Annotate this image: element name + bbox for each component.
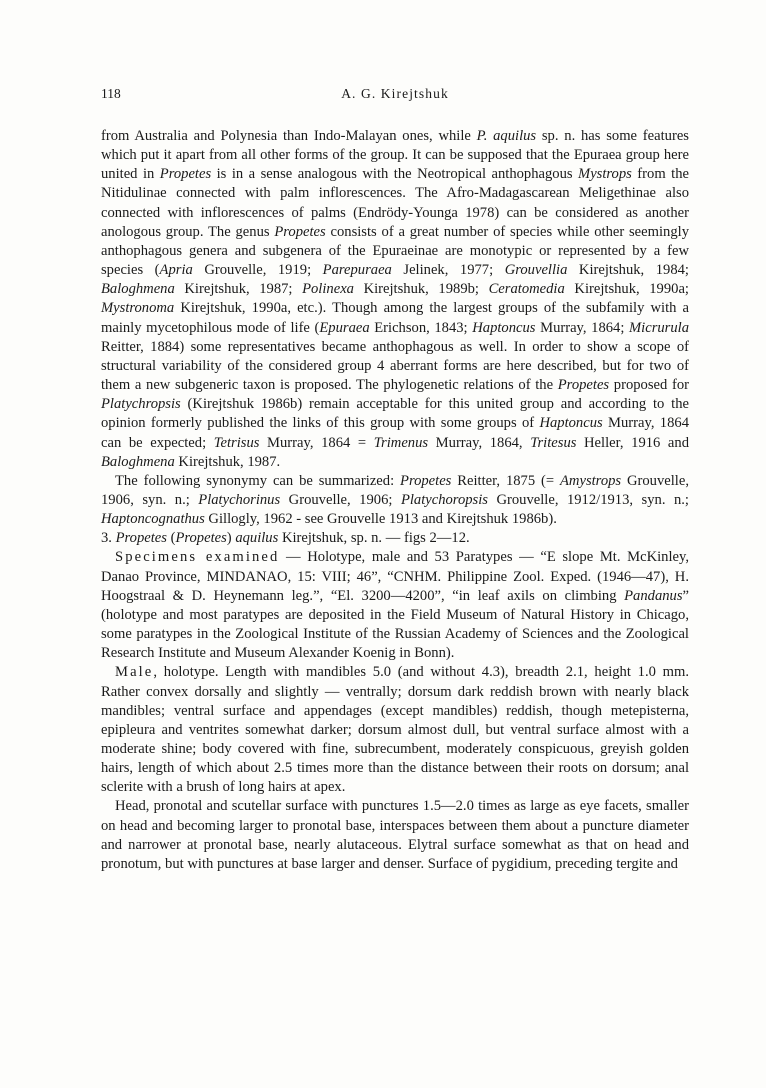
body-paragraph (101, 663, 689, 797)
taxon-name: Mystrops (578, 166, 632, 183)
text-run: proposed for (609, 377, 689, 394)
text-run: Kirejtshuk, 1990a, etc.). Though among the largest groups of the subfamily with a mainly mycetophilous mode of life ( (101, 300, 689, 336)
taxon-name: Platychoropsis (400, 491, 488, 508)
text-run: Murray, 1864, (428, 434, 531, 451)
text-run: , holotype. Length with mandibles 5.0 (and without 4.3), breadth 2.1, height 1.0 mm. Rather convex dorsally and slightly — ventrally; dorsum dark reddish brown with nearly black mandibles; ventral surface and appendages (except mandibles) reddish, though metepisterna, epipleura and ventrites somewhat darker; dorsum almost dull, but ventral surface almost with a moderate shine; body covered with fine, subrecumbent, moderately conspicuous, greyish golden hairs, length of which about 2.5 times more than the distance between their roots on dorsum; anal sclerite with a brush of long hairs at apex. (101, 664, 689, 796)
text-run: Murray, 1864; (535, 319, 630, 336)
text-run: Murray, 1864 = (259, 434, 374, 451)
text-run: Kirejtshuk, 1989b; (353, 281, 489, 298)
body-paragraph (101, 548, 689, 663)
text-run: from Australia and Polynesia than Indo-Malayan ones, while (101, 128, 477, 144)
taxon-name: Haptoncus (539, 415, 603, 432)
taxon-name: Haptoncus (472, 319, 536, 336)
taxon-name: Propetes (274, 223, 326, 240)
taxon-name: Apria (159, 262, 193, 279)
text-run: — Holotype, male and 53 Paratypes — “E slope Mt. McKinley, Danao Province, MINDANAO, 15: VIII; 46”, “CNHM. Philippine Zool. Exped. (1946—47), H. Hoogstraal & D. Heynemann leg.”, “El. 3200—4200”, “in leaf axils on climbing (101, 549, 689, 604)
taxon-name: Platychropsis (101, 396, 181, 413)
text-run: 3. (101, 530, 116, 547)
taxon-name: Baloghmena (101, 453, 175, 470)
taxon-name: Propetes (557, 377, 610, 394)
text-run: The following synonymy can be summarized: (115, 472, 401, 489)
taxon-name: Tetrisus (213, 434, 260, 451)
text-run: Reitter, 1884) some representatives became anthophagous as well. In order to show a scope of structural variability of the considered group 4 aberrant forms are here described, but for two of them a new subgeneric taxon is proposed. The phylogenetic relations of the (101, 338, 689, 394)
text-run: Kirejtshuk, 1987. (174, 453, 281, 470)
taxon-name: Propetes (159, 166, 212, 183)
taxon-name: Propetes (175, 530, 227, 547)
body-paragraph (101, 797, 689, 874)
page-header (101, 86, 689, 108)
taxon-name: Micrurula (629, 319, 690, 336)
section-lead: Male (115, 664, 154, 681)
taxon-name: Propetes (400, 472, 452, 489)
text-run: Kirejtshuk, 1990a; (564, 281, 689, 298)
page-number: 118 (101, 86, 121, 101)
text-run: sp. n. has some features which put it apart from all other forms of the group. It can be supposed that the Epuraea group here united in (101, 128, 689, 183)
taxon-name: Polinexa (302, 281, 354, 298)
taxon-name: Ceratomedia (488, 281, 565, 298)
text-run: ” (holotype and most paratypes are deposited in the Field Museum of Natural History in Chicago, some paratypes in the Zoological Institute of the Russian Academy of Sciences and the Zoological Research Institute and Museum Alexander Koenig in Bonn). (101, 587, 689, 662)
body-paragraph (101, 472, 689, 529)
taxon-name: Trimenus (373, 434, 429, 451)
text-run: Reitter, 1875 (= (451, 472, 561, 489)
body-paragraph (101, 529, 689, 548)
text-run: Head, pronotal and scutellar surface with punctures 1.5—2.0 times as large as eye facets, smaller on head and becoming larger to pronotal base, interspaces between them about a puncture diameter and narrower at pronotal base, nearly alutaceous. Elytral surface somewhat as that on head and pronotum, but with punctures at base larger and denser. Surface of pygidium, preceding tergite and (101, 798, 689, 872)
text-run: Kirejtshuk, 1987; (174, 281, 303, 298)
section-lead: Specimens examined (115, 549, 280, 566)
running-head-author: A. G. Kirejtshuk (341, 86, 449, 101)
taxon-name: Baloghmena (101, 281, 175, 298)
text-run: is in a sense analogous with the Neotropical anthophagous (211, 166, 579, 183)
text-run: ) (226, 530, 236, 547)
taxon-name: Mystronoma (101, 300, 175, 317)
text-run: Grouvelle, 1919; (192, 262, 323, 279)
taxon-name: Haptoncognathus (101, 511, 205, 528)
taxon-name: P. aquilus (476, 128, 537, 144)
text-run: Gillogly, 1962 - see Grouvelle 1913 and Kirejtshuk 1986b). (204, 511, 557, 528)
taxon-name: Tritesus (530, 434, 577, 451)
body-paragraph (101, 127, 689, 472)
text-run: Erichson, 1843; (369, 319, 473, 336)
article-body (101, 127, 689, 874)
text-run: from the Nitidulinae connected with palm inflorescences. The Afro-Madagascarean Meligethinae also connected with inflorescences of palms (Endrödy-Younga 1978) can be considered as another anologous group. The genus (101, 166, 689, 240)
text-run: Heller, 1916 and (576, 434, 690, 451)
text-run: Kirejtshuk, 1984; (567, 262, 689, 279)
text-run: Kirejtshuk, sp. n. — figs 2—12. (278, 530, 470, 547)
text-run: ( (166, 530, 176, 547)
taxon-name: Amystrops (560, 472, 622, 489)
taxon-name: Pandanus (624, 587, 683, 604)
text-run: Grouvelle, 1906, syn. n.; (101, 472, 689, 508)
taxon-name: Propetes (115, 530, 167, 547)
text-run: Jelinek, 1977; (391, 262, 505, 279)
text-run: Grouvelle, 1906; (280, 491, 401, 508)
taxon-name: Grouvellia (504, 262, 568, 279)
text-run: consists of a great number of species while other seemingly anthophagous genera and subgenera of the Epuraeinae are monotypic or represented by a few species ( (101, 223, 689, 279)
taxon-name: Epuraea (319, 319, 370, 336)
text-run: Murray, 1864 can be expected; (101, 415, 689, 451)
taxon-name: aquilus (235, 530, 279, 547)
journal-page (101, 86, 689, 874)
taxon-name: Parepuraea (322, 262, 392, 279)
taxon-name: Platychorinus (198, 491, 281, 508)
text-run: Grouvelle, 1912/1913, syn. n.; (487, 491, 689, 508)
text-run: (Kirejtshuk 1986b) remain acceptable for this united group and according to the opinion formerly published the links of this group with some groups of (101, 396, 689, 432)
